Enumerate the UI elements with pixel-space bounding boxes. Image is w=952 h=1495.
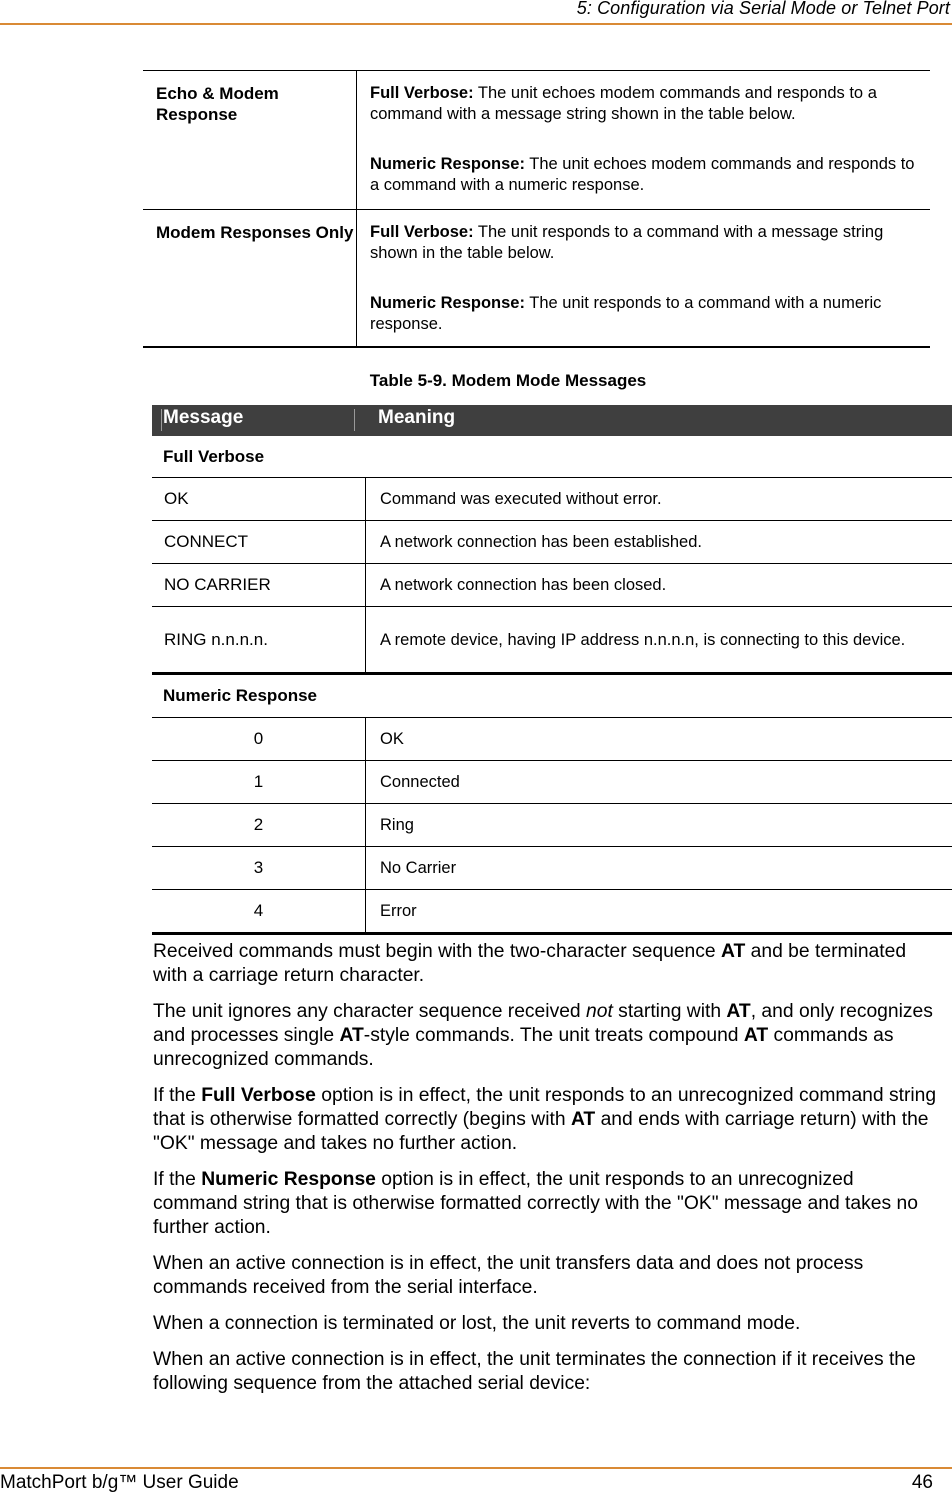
option-description — [356, 210, 930, 346]
table-row — [152, 804, 952, 847]
messages-table — [152, 436, 952, 935]
message-cell: 2 — [253, 815, 264, 834]
section-full-verbose: Full Verbose — [152, 436, 952, 478]
header-meaning: Meaning — [378, 407, 456, 428]
meaning-cell: A network connection has been closed. — [365, 564, 952, 606]
message-cell: RING n.n.n.n. — [164, 629, 268, 649]
table-row — [143, 70, 930, 210]
meaning-cell: Ring — [365, 804, 952, 846]
meaning-cell: A remote device, having IP address n.n.n.n, is connecting to this device. — [365, 607, 952, 672]
message-cell: CONNECT — [164, 532, 249, 551]
header-message: Message — [163, 407, 244, 428]
table-row — [152, 890, 952, 935]
option-label: Full Verbose: — [370, 84, 474, 102]
option-text: The unit responds to a command with a numeric response. — [370, 294, 882, 333]
meaning-cell: No Carrier — [365, 847, 952, 889]
table-row — [152, 607, 952, 675]
paragraph: If the Full Verbose option is in effect, the unit responds to an unrecognized command string that is otherwise formatted correctly (begins with AT and ends with carriage return) with the "OK" message and takes no further action. — [153, 1085, 937, 1154]
option-label: Numeric Response: — [370, 155, 525, 173]
meaning-cell: Connected — [365, 761, 952, 803]
table-row — [143, 210, 930, 348]
option-text: The unit echoes modem commands and responds to a command with a message string shown in the table below. — [370, 84, 877, 123]
table-row — [152, 478, 952, 521]
modem-options-table — [143, 70, 930, 348]
table-row — [152, 564, 952, 607]
meaning-cell: A network connection has been established. — [365, 521, 952, 563]
section-numeric-response: Numeric Response — [152, 675, 952, 718]
message-cell: OK — [164, 489, 189, 508]
footer-rule — [0, 1467, 952, 1469]
option-text: The unit echoes modem commands and responds to a command with a numeric response. — [370, 155, 915, 194]
option-description — [356, 71, 930, 209]
option-label: Full Verbose: — [370, 223, 474, 241]
message-cell: 3 — [253, 858, 264, 877]
header-divider — [354, 409, 355, 431]
option-label: Numeric Response: — [370, 294, 525, 312]
page-number: 46 — [911, 1472, 933, 1493]
meaning-cell: OK — [365, 718, 952, 760]
option-text: The unit responds to a command with a message string shown in the table below. — [370, 223, 884, 262]
page-header-title: 5: Configuration via Serial Mode or Telnet Port — [576, 0, 950, 18]
message-cell: 0 — [253, 729, 264, 748]
paragraph: The unit ignores any character sequence received not starting with AT, and only recognizes and processes single AT-style commands. The unit treats compound AT commands as unrecognized commands. — [153, 1001, 933, 1070]
header-rule — [0, 23, 952, 25]
table-row — [152, 521, 952, 564]
table-row — [152, 847, 952, 890]
paragraph: When an active connection is in effect, the unit terminates the connection if it receives the following sequence from the attached serial device: — [153, 1349, 916, 1394]
paragraph: When an active connection is in effect, the unit transfers data and does not process commands received from the serial interface. — [153, 1253, 864, 1298]
paragraph: When a connection is terminated or lost, the unit reverts to command mode. — [153, 1313, 801, 1334]
option-name: Echo & Modem Response — [156, 84, 279, 124]
header-divider — [161, 409, 162, 431]
option-name: Modem Responses Only — [156, 223, 354, 242]
paragraph: Received commands must begin with the two-character sequence AT and be terminated with a carriage return character. — [153, 941, 907, 986]
footer-guide-title: MatchPort b/g™ User Guide — [0, 1472, 239, 1493]
meaning-cell: Error — [365, 890, 952, 932]
table-row — [152, 718, 952, 761]
table-caption: Table 5-9. Modem Mode Messages — [369, 371, 647, 390]
body-text — [153, 940, 943, 1408]
table-row — [152, 761, 952, 804]
message-cell: NO CARRIER — [164, 575, 271, 594]
paragraph: If the Numeric Response option is in effect, the unit responds to an unrecognized command string that is otherwise formatted correctly with the "OK" message and takes no further action. — [153, 1169, 918, 1238]
message-cell: 4 — [253, 901, 264, 920]
messages-table-header — [152, 405, 952, 436]
message-cell: 1 — [253, 772, 264, 791]
meaning-cell: Command was executed without error. — [365, 478, 952, 520]
